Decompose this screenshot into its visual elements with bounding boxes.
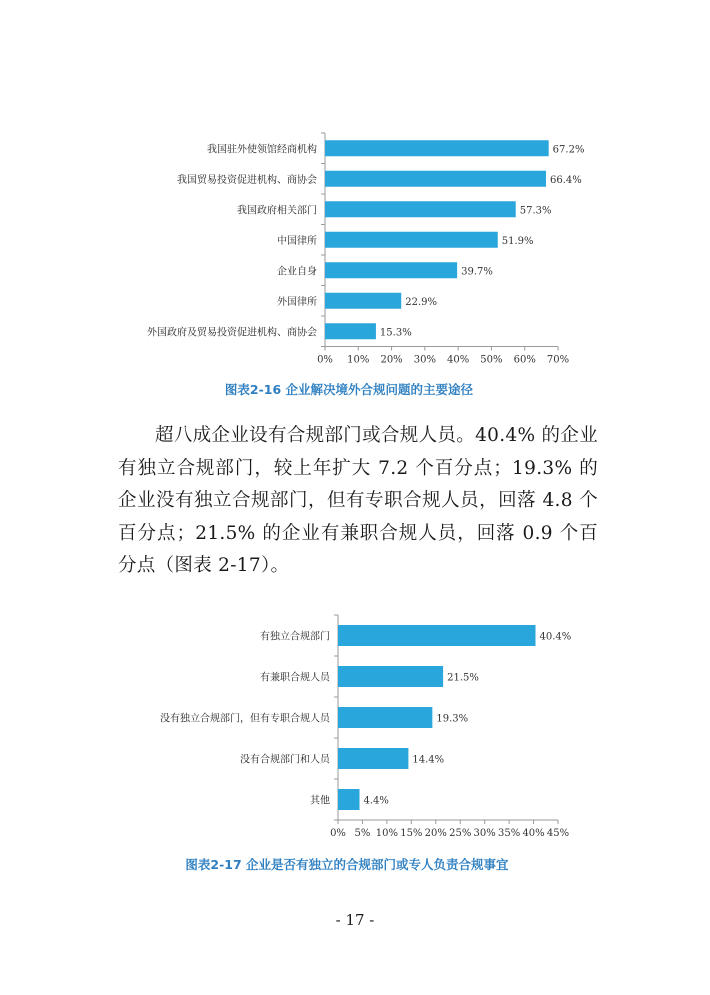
page-number: - 17 - — [335, 911, 375, 929]
x-tick-label: 20% — [380, 354, 403, 366]
x-tick-label: 10% — [375, 828, 399, 839]
value-label: 40.4% — [539, 631, 572, 643]
bar-1 — [338, 625, 536, 646]
value-label: 19.3% — [436, 713, 469, 725]
x-tick-label: 45% — [546, 828, 570, 839]
x-tick-label: 30% — [473, 828, 496, 839]
chart-2-17 — [0, 610, 710, 840]
bar-2 — [325, 171, 546, 187]
x-tick-label: 35% — [497, 828, 521, 839]
category-label: 其他 — [310, 795, 330, 807]
x-tick-label: 15% — [400, 828, 423, 839]
bar-4 — [325, 232, 498, 248]
bar-3 — [325, 201, 516, 217]
category-label: 外国政府及贸易投资促进机构、商协会 — [147, 327, 317, 339]
chart-2-17-caption: 图表2-17 企业是否有独立的合规部门或专人负责合规事宜 — [185, 857, 509, 872]
category-label: 有兼职合规人员 — [260, 672, 330, 684]
body-paragraph-text: 超八成企业设有合规部门或合规人员。40.4% 的企业有独立合规部门，较上年扩大 7.2 个百分点；19.3% 的企业没有独立合规部门，但有专职合规人员，回落 4.8 个百分点；21.5% 的企业有兼职合规人员，回落 0.9 个百分点（图表 2-17）。 — [118, 425, 598, 576]
value-label: 67.2% — [552, 144, 585, 156]
x-tick-label: 40% — [522, 828, 545, 839]
value-label: 21.5% — [447, 672, 479, 684]
bar-1 — [325, 140, 549, 156]
bar-3 — [338, 707, 432, 728]
category-label: 外国律所 — [277, 296, 317, 308]
category-label: 没有独立合规部门，但有专职合规人员 — [160, 713, 330, 725]
x-tick-label: 20% — [424, 828, 447, 839]
x-tick-label: 60% — [513, 354, 536, 366]
category-label: 我国驻外使领馆经商机构 — [207, 144, 317, 156]
chart-2-16 — [0, 125, 710, 370]
x-tick-label: 25% — [449, 828, 472, 839]
chart-2-16-caption: 图表2-16 企业解决境外合规问题的主要途径 — [224, 382, 474, 397]
value-label: 51.9% — [501, 235, 534, 247]
x-tick-label: 10% — [347, 354, 370, 366]
value-label: 39.7% — [461, 266, 493, 278]
x-tick-label: 0% — [330, 828, 346, 839]
x-tick-label: 30% — [413, 354, 436, 366]
category-label: 有独立合规部门 — [260, 631, 330, 643]
body-paragraph — [118, 420, 598, 583]
bar-7 — [325, 323, 376, 339]
x-tick-label: 70% — [546, 354, 570, 366]
value-label: 22.9% — [405, 296, 438, 308]
x-tick-label: 50% — [480, 354, 503, 366]
value-label: 14.4% — [412, 754, 445, 766]
category-label: 我国政府相关部门 — [237, 205, 317, 217]
value-label: 57.3% — [519, 205, 552, 217]
bar-6 — [325, 293, 401, 309]
value-label: 15.3% — [379, 327, 412, 339]
category-label: 没有合规部门和人员 — [240, 754, 330, 766]
category-label: 中国律所 — [277, 235, 317, 247]
x-tick-label: 0% — [317, 354, 333, 366]
bar-2 — [338, 666, 443, 687]
category-label: 企业自身 — [277, 266, 317, 278]
x-tick-label: 40% — [447, 354, 470, 366]
bar-4 — [338, 748, 408, 769]
category-label: 我国贸易投资促进机构、商协会 — [177, 174, 317, 186]
value-label: 66.4% — [550, 174, 582, 186]
value-label: 4.4% — [363, 795, 389, 807]
bar-5 — [325, 262, 457, 278]
bar-5 — [338, 789, 360, 810]
x-tick-label: 5% — [354, 828, 371, 839]
